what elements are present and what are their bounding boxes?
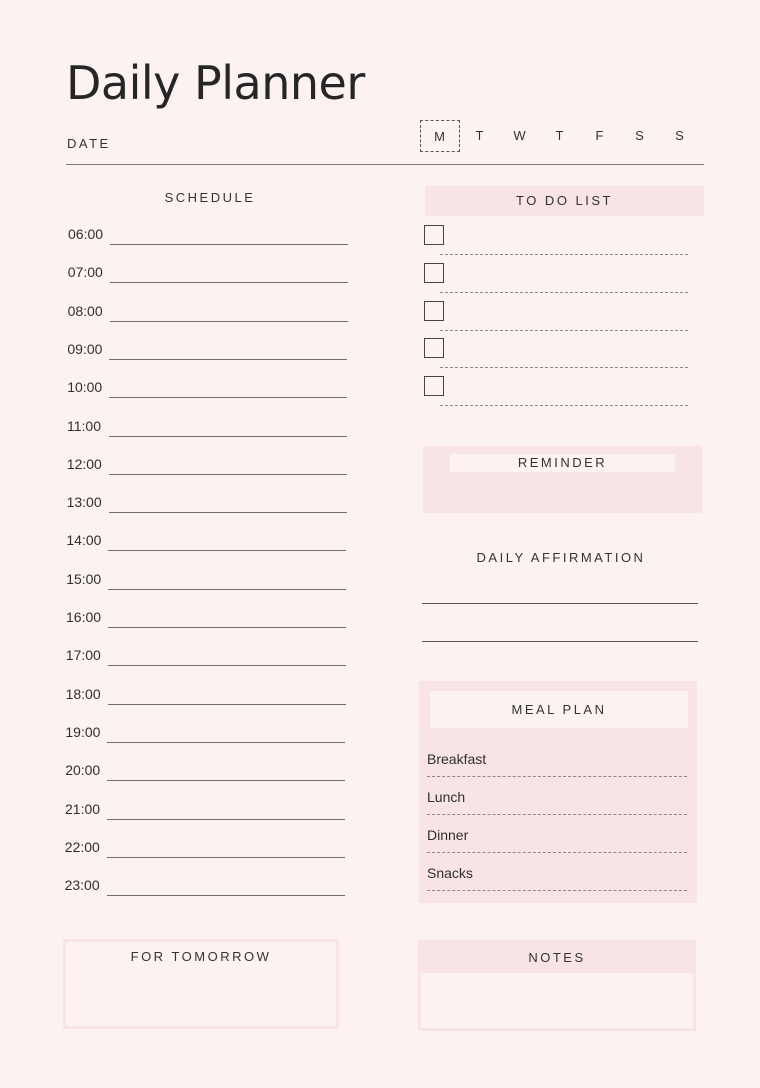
meal-row-snacks[interactable]	[427, 865, 689, 903]
date-label: DATE	[67, 136, 111, 151]
notes-heading: NOTES	[421, 943, 693, 973]
affirmation-heading: DAILY AFFIRMATION	[476, 550, 646, 565]
schedule-row	[66, 686, 366, 724]
schedule-write-line[interactable]	[109, 474, 347, 475]
schedule-row	[67, 341, 367, 379]
todo-checkbox[interactable]	[424, 263, 444, 283]
schedule-time: 10:00	[67, 379, 103, 396]
schedule-write-line[interactable]	[109, 397, 347, 398]
weekday-selector	[420, 120, 700, 152]
schedule-time: 12:00	[66, 455, 102, 472]
todo-checkbox[interactable]	[424, 225, 444, 245]
meal-row-lunch[interactable]	[427, 789, 689, 827]
meal-plan-box	[419, 681, 697, 903]
schedule-row	[65, 801, 365, 839]
schedule-row	[66, 571, 366, 609]
todo-write-line[interactable]	[440, 330, 688, 331]
todo-item	[424, 338, 690, 376]
schedule-time: 21:00	[65, 800, 101, 817]
schedule-write-line[interactable]	[108, 665, 346, 666]
schedule-row	[68, 264, 368, 302]
todo-write-line[interactable]	[440, 292, 688, 293]
todo-item	[424, 263, 690, 301]
meal-plan-heading: MEAL PLAN	[430, 691, 688, 728]
schedule-row	[67, 456, 367, 494]
todo-checkbox[interactable]	[424, 301, 444, 321]
for-tomorrow-heading: FOR TOMORROW	[130, 949, 272, 964]
schedule-row	[68, 226, 368, 264]
schedule-time: 19:00	[65, 723, 101, 740]
meal-write-line[interactable]	[427, 776, 687, 777]
schedule-row	[67, 494, 367, 532]
weekday-5[interactable]: S	[635, 128, 645, 143]
meal-label: Breakfast	[427, 751, 487, 767]
weekday-3[interactable]: T	[555, 128, 565, 143]
weekday-0[interactable]: M	[420, 120, 460, 152]
schedule-time: 14:00	[66, 532, 102, 549]
meal-write-line[interactable]	[427, 890, 687, 891]
schedule-write-line[interactable]	[107, 742, 345, 743]
schedule-time: 13:00	[66, 494, 102, 511]
schedule-write-line[interactable]	[107, 895, 345, 896]
page-title: Daily Planner	[66, 56, 365, 110]
affirmation-line-2[interactable]	[422, 641, 698, 642]
header-divider	[66, 164, 704, 165]
schedule-row	[68, 303, 368, 341]
schedule-write-line[interactable]	[107, 819, 345, 820]
schedule-write-line[interactable]	[109, 359, 347, 360]
reminder-box[interactable]	[423, 446, 702, 513]
schedule-write-line[interactable]	[110, 244, 348, 245]
schedule-write-line[interactable]	[109, 436, 347, 437]
reminder-heading: REMINDER	[450, 454, 675, 472]
weekday-4[interactable]: F	[595, 128, 605, 143]
schedule-row	[65, 762, 365, 800]
notes-box[interactable]	[418, 940, 696, 1031]
schedule-time: 11:00	[67, 417, 101, 434]
schedule-row	[65, 724, 365, 762]
meal-row-breakfast[interactable]	[427, 751, 689, 789]
schedule-row	[66, 647, 366, 685]
meal-label: Lunch	[427, 789, 466, 805]
schedule-time: 08:00	[67, 302, 103, 319]
schedule-write-line[interactable]	[107, 780, 345, 781]
schedule-row	[65, 877, 365, 915]
weekday-2[interactable]: W	[513, 128, 527, 143]
todo-checkbox[interactable]	[424, 376, 444, 396]
schedule-row	[67, 418, 367, 456]
schedule-write-line[interactable]	[108, 589, 346, 590]
schedule-time: 09:00	[67, 340, 103, 357]
schedule-time: 17:00	[65, 647, 101, 664]
schedule-row	[66, 532, 366, 570]
schedule-row	[65, 839, 365, 877]
schedule-write-line[interactable]	[109, 512, 347, 513]
todo-heading: TO DO LIST	[425, 186, 704, 216]
schedule-write-line[interactable]	[108, 704, 346, 705]
meal-label: Dinner	[427, 827, 469, 843]
meal-label: Snacks	[427, 865, 473, 881]
todo-write-line[interactable]	[440, 254, 688, 255]
affirmation-line-1[interactable]	[422, 603, 698, 604]
schedule-row	[67, 379, 367, 417]
schedule-time: 22:00	[64, 838, 100, 855]
todo-item	[424, 376, 690, 414]
schedule-heading: SCHEDULE	[164, 190, 256, 205]
schedule-write-line[interactable]	[110, 321, 348, 322]
for-tomorrow-box[interactable]	[63, 939, 339, 1029]
todo-checkbox[interactable]	[424, 338, 444, 358]
schedule-time: 23:00	[64, 877, 100, 894]
schedule-write-line[interactable]	[107, 857, 345, 858]
weekday-1[interactable]: T	[475, 128, 485, 143]
todo-write-line[interactable]	[440, 405, 688, 406]
schedule-row	[66, 609, 366, 647]
schedule-time: 07:00	[67, 264, 103, 281]
schedule-write-line[interactable]	[108, 550, 346, 551]
todo-item	[424, 225, 690, 263]
weekday-6[interactable]: S	[675, 128, 685, 143]
schedule-time: 06:00	[68, 226, 104, 242]
schedule-time: 18:00	[65, 685, 101, 702]
meal-write-line[interactable]	[427, 814, 687, 815]
meal-row-dinner[interactable]	[427, 827, 689, 865]
meal-write-line[interactable]	[427, 852, 687, 853]
schedule-write-line[interactable]	[110, 282, 348, 283]
todo-item	[424, 301, 690, 339]
schedule-write-line[interactable]	[108, 627, 346, 628]
todo-write-line[interactable]	[440, 367, 688, 368]
schedule-time: 20:00	[65, 762, 101, 779]
schedule-time: 16:00	[66, 609, 102, 625]
schedule-time: 15:00	[66, 570, 102, 587]
